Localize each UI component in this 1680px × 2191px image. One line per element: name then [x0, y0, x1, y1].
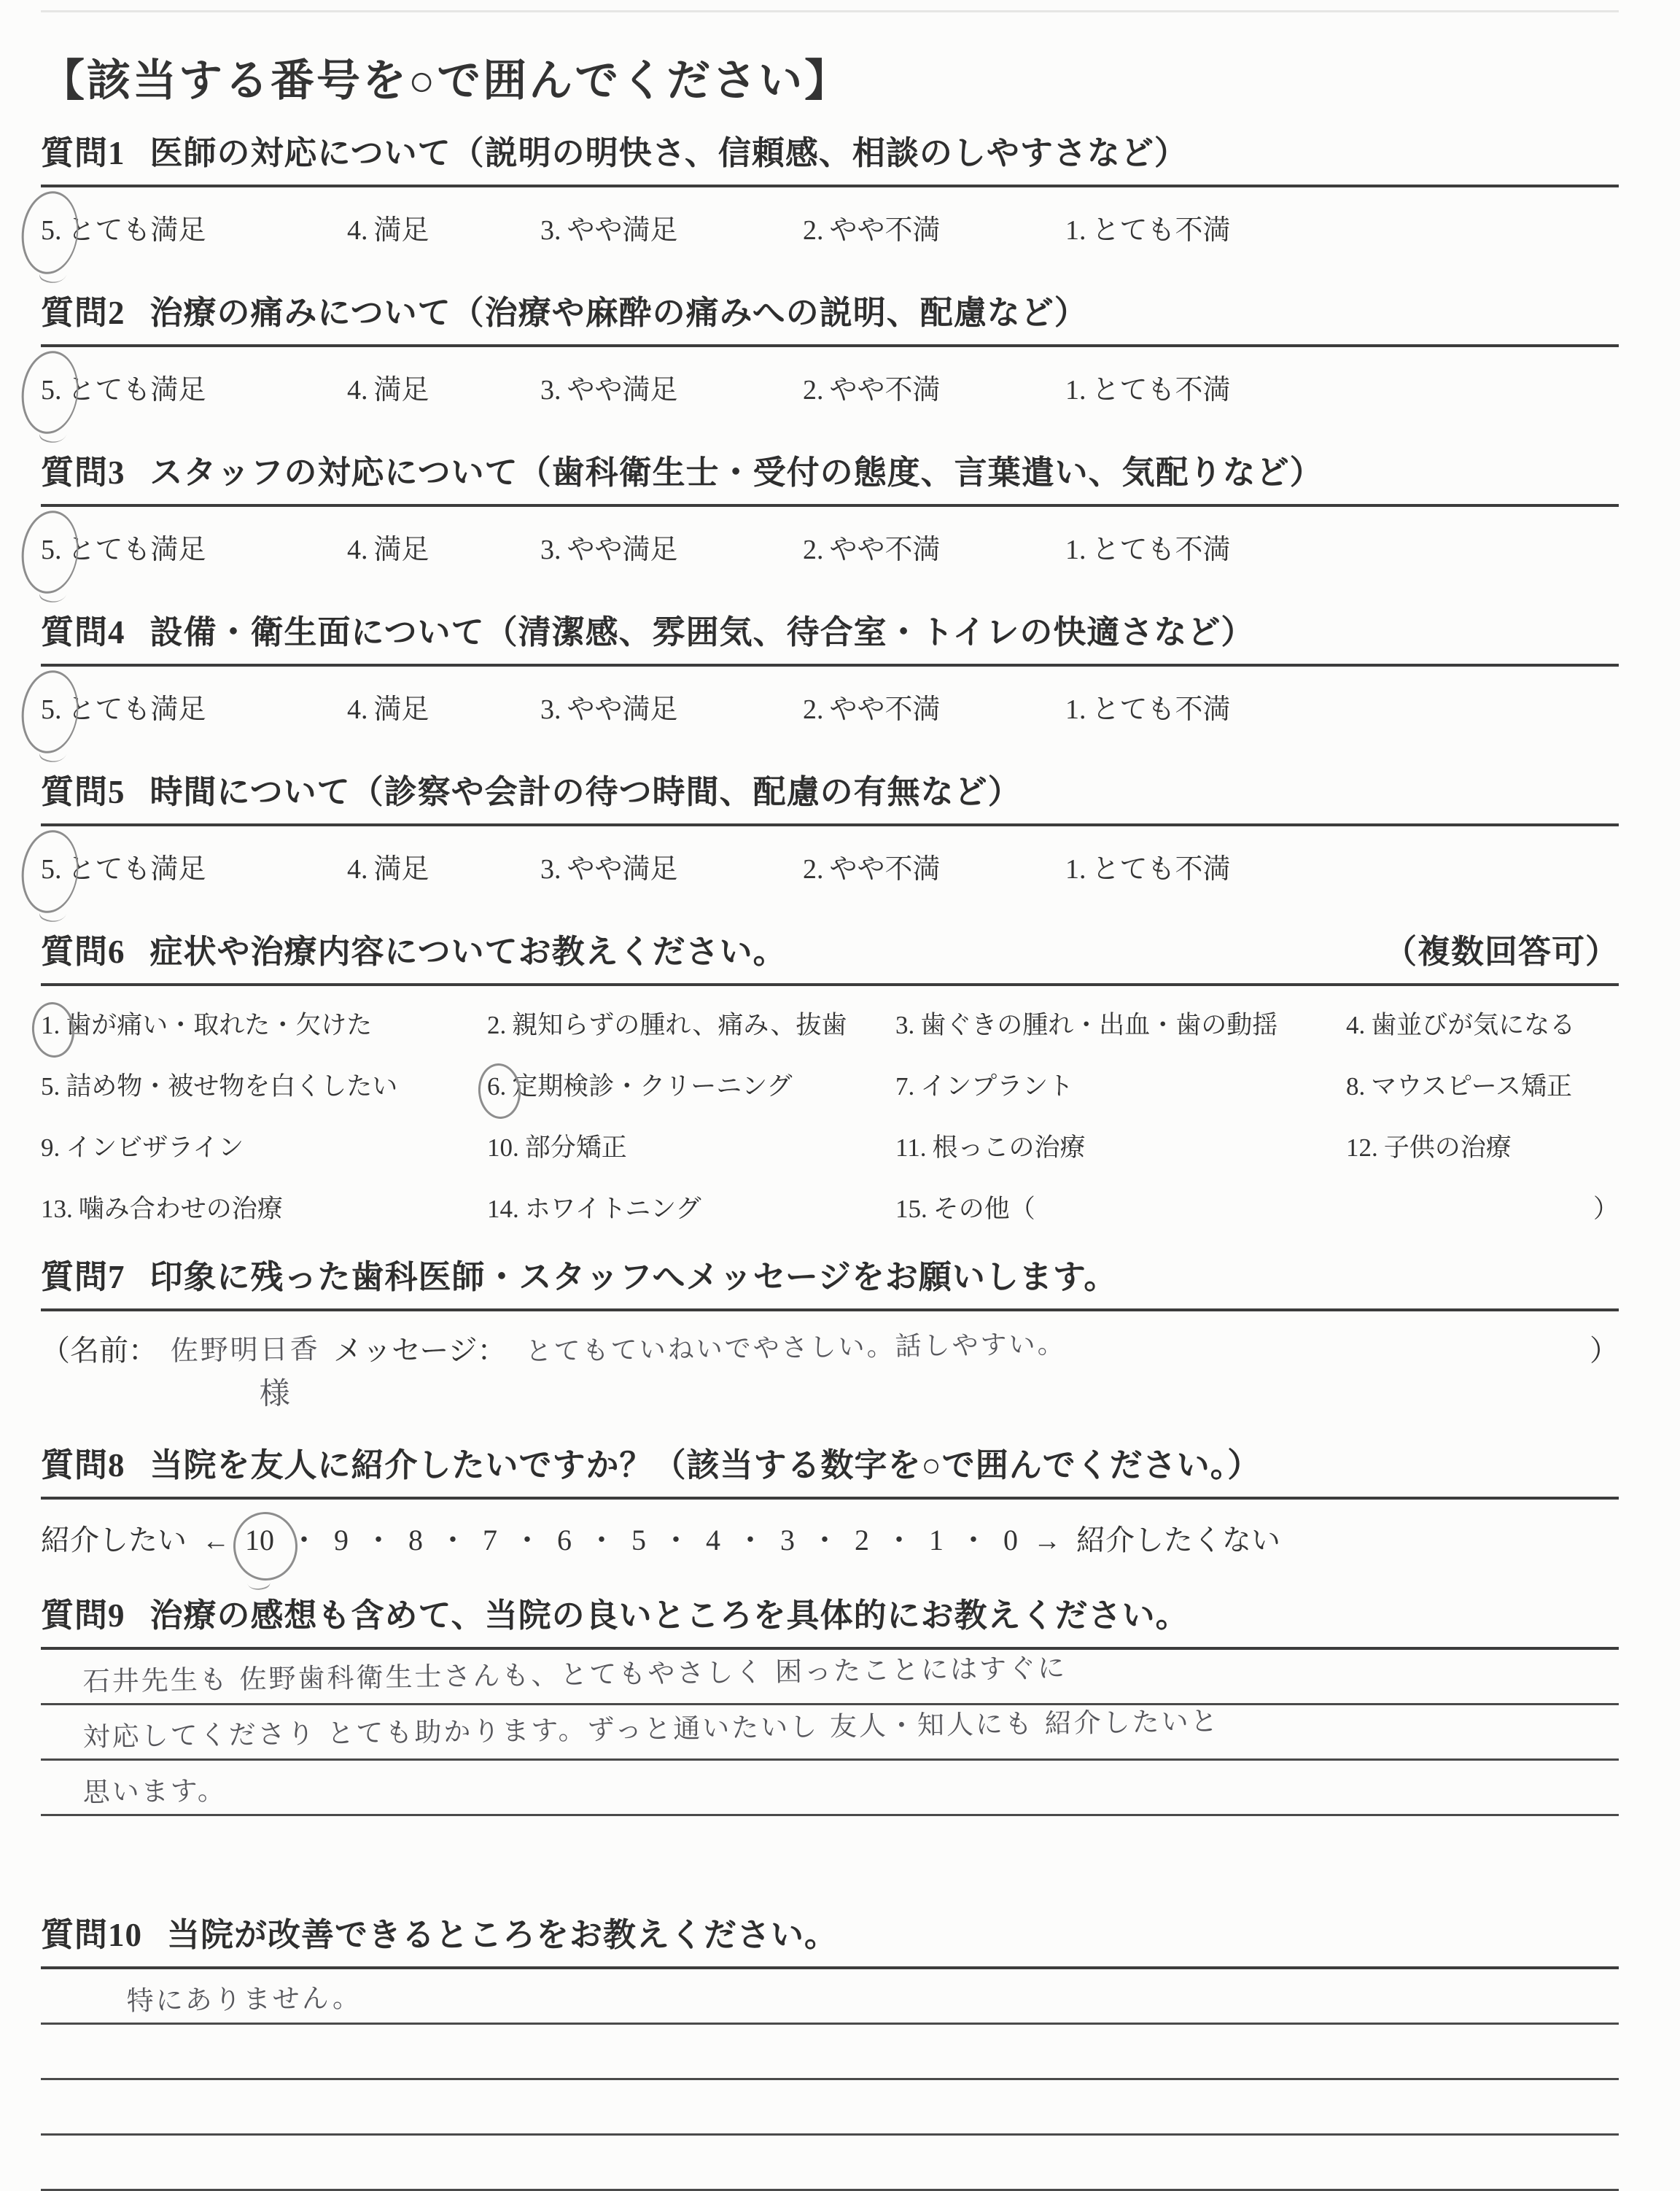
question-number: 質問8: [41, 1447, 125, 1484]
question-block-4: [41, 605, 1619, 724]
symptom-option-14: 14. ホワイトニング: [487, 1195, 701, 1223]
question-block-8: [41, 1438, 1619, 1559]
divider-line: [41, 1308, 1619, 1311]
message-answer-line: [41, 1327, 1619, 1412]
answer-line: [41, 2136, 1619, 2191]
scale-value-5: 5: [631, 1524, 646, 1556]
right-arrow-icon: →: [1033, 1526, 1061, 1556]
question-block-3: [41, 446, 1619, 565]
dot-separator: ・: [587, 1524, 616, 1556]
symptom-option-13: 13. 噛み合わせの治療: [41, 1195, 283, 1223]
question-topic: 症状や治療内容についてお教えください。: [149, 934, 787, 970]
question-block-5: [41, 765, 1619, 884]
dot-separator: ・: [736, 1524, 765, 1556]
message-field-label: メッセージ：: [333, 1334, 507, 1367]
rating-option-2: 2. やや不満: [803, 215, 941, 246]
question-number: 質問10: [41, 1917, 143, 1953]
question-block-10: [41, 1908, 1619, 2191]
symptom-option-15-other: 15. その他（ ）: [895, 1189, 1619, 1225]
dot-separator: ・: [959, 1524, 988, 1556]
question-heading: [41, 1438, 1619, 1486]
rating-options-row: [41, 846, 1619, 884]
rating-option-5: 5. とても満足: [41, 527, 347, 567]
dot-separator: ・: [438, 1524, 467, 1556]
handwritten-answer: 特にありません。: [126, 1982, 362, 2017]
rating-option-1: 1. とても不満: [1065, 215, 1231, 246]
handwritten-answer: 思います。: [82, 1775, 227, 1809]
question-topic: 印象に残った歯科医師・スタッフへメッセージをお願いします。: [149, 1259, 1118, 1295]
dot-separator: ・: [810, 1524, 839, 1556]
answer-line: [41, 2025, 1619, 2080]
answer-line: [41, 2080, 1619, 2136]
symptom-option-11: 11. 根っこの治療: [895, 1133, 1086, 1162]
handwritten-answer: 石井先生も 佐野歯科衛生士さんも、とてもやさしく 困ったことにはすぐに: [82, 1652, 1068, 1698]
question-block-9: [41, 1589, 1619, 1816]
scale-value-9: 9: [334, 1524, 349, 1556]
question-block-2: [41, 286, 1619, 405]
divider-line: [41, 664, 1619, 667]
dot-separator: ・: [513, 1524, 542, 1556]
question-heading: [41, 446, 1619, 493]
scale-value-0: 0: [1003, 1524, 1018, 1556]
rating-option-3: 3. やや満足: [540, 215, 678, 246]
question-number: 質問1: [41, 135, 125, 171]
rating-option-3: 3. やや満足: [540, 375, 678, 406]
left-arrow-icon: ←: [202, 1526, 230, 1556]
rating-option-1: 1. とても不満: [1065, 375, 1231, 406]
rating-option-4: 4. 満足: [347, 375, 429, 406]
rating-options-row: [41, 207, 1619, 245]
question-heading: [41, 925, 1619, 972]
question-heading: [41, 1250, 1619, 1298]
page-title: 【該当する番号を○で囲んでください】: [41, 57, 851, 105]
rating-option-4: 4. 満足: [347, 854, 429, 885]
scale-value-8: 8: [408, 1524, 423, 1556]
scale-value-4: 4: [706, 1524, 720, 1556]
rating-option-5: 5. とても満足: [41, 846, 347, 886]
handwritten-name: 佐野明日香: [170, 1333, 320, 1368]
question-number: 質問2: [41, 295, 125, 331]
dot-separator: ・: [364, 1524, 393, 1556]
question-topic: スタッフの対応について（歯科衛生士・受付の態度、言葉遣い、気配りなど）: [149, 454, 1323, 491]
dot-separator: ・: [289, 1524, 319, 1556]
scale-value-7: 7: [483, 1524, 497, 1556]
other-close-paren: ）: [1592, 1195, 1619, 1223]
divider-line: [41, 1497, 1619, 1500]
rating-option-3: 3. やや満足: [540, 694, 678, 725]
question-topic: 時間について（診察や会計の待つ時間、配慮の有無など）: [149, 774, 1022, 810]
scale-right-label: 紹介したくない: [1076, 1524, 1280, 1556]
answer-line: [41, 1650, 1619, 1705]
handwritten-message: とてもていねいでやさしい。話しやすい。: [525, 1329, 1066, 1368]
answer-line: [41, 1761, 1619, 1816]
name-field-label: （名前：: [41, 1334, 158, 1367]
answer-line: [41, 1705, 1619, 1761]
symptom-option-8: 8. マウスピース矯正: [1346, 1072, 1573, 1101]
question-topic: 医師の対応について（説明の明快さ、信頼感、相談のしやすさなど）: [149, 135, 1188, 171]
question-heading: [41, 126, 1619, 174]
dot-separator: ・: [884, 1524, 914, 1556]
scale-left-label: 紹介したい: [41, 1524, 187, 1556]
divider-line: [41, 185, 1619, 187]
divider-line: [41, 983, 1619, 986]
rating-option-5: 5. とても満足: [41, 686, 347, 726]
divider-line: [41, 504, 1619, 507]
question-topic: 当院が改善できるところをお教えください。: [167, 1917, 839, 1953]
question-number: 質問4: [41, 614, 125, 651]
scale-value-6: 6: [557, 1524, 572, 1556]
symptom-option-1: 1. 歯が痛い・取れた・欠けた: [41, 1005, 487, 1042]
rating-option-5: 5. とても満足: [41, 367, 347, 407]
handwritten-honorific: 様: [259, 1375, 292, 1412]
rating-option-2: 2. やや不満: [803, 535, 941, 565]
divider-line: [41, 344, 1619, 347]
rating-option-4: 4. 満足: [347, 694, 429, 725]
symptom-option-12: 12. 子供の治療: [1346, 1133, 1512, 1162]
symptom-option-6: 6. 定期検診・クリーニング: [487, 1066, 895, 1103]
question-heading: [41, 286, 1619, 333]
symptom-option-9: 9. インビザライン: [41, 1133, 244, 1162]
multi-answer-note: （複数回答可）: [1383, 934, 1619, 970]
rating-options-row: [41, 686, 1619, 724]
question-block-6: [41, 925, 1619, 1225]
question-topic: 当院を友人に紹介したいですか？（該当する数字を○で囲んでください。）: [149, 1447, 1261, 1484]
rating-options-row: [41, 367, 1619, 405]
handwritten-answer: 対応してくださり とても助かります。ずっと通いたいし 友人・知人にも 紹介したいと: [82, 1705, 1220, 1753]
question-topic: 治療の感想も含めて、当院の良いところを具体的にお教えください。: [149, 1597, 1189, 1634]
question-number: 質問6: [41, 934, 125, 970]
question-number: 質問5: [41, 774, 125, 810]
question-number: 質問7: [41, 1259, 125, 1295]
divider-line: [41, 823, 1619, 826]
scale-value-3: 3: [780, 1524, 795, 1556]
question-heading: [41, 1589, 1619, 1636]
dot-separator: ・: [661, 1524, 691, 1556]
question-topic: 設備・衛生面について（清潔感、雰囲気、待合室・トイレの快適さなど）: [149, 614, 1255, 651]
question-heading: [41, 605, 1619, 653]
rating-option-2: 2. やや不満: [803, 854, 941, 885]
rating-option-1: 1. とても不満: [1065, 694, 1231, 725]
question-heading: [41, 1908, 1619, 1955]
question-block-7: [41, 1250, 1619, 1412]
rating-options-row: [41, 527, 1619, 565]
question-number: 質問3: [41, 454, 125, 491]
question-topic: 治療の痛みについて（治療や麻酔の痛みへの説明、配慮など）: [149, 295, 1088, 331]
recommend-scale-row: [41, 1517, 1619, 1559]
scale-value-10: 10: [245, 1523, 274, 1557]
rating-option-1: 1. とても不満: [1065, 854, 1231, 885]
rating-option-4: 4. 満足: [347, 215, 429, 246]
rating-option-4: 4. 満足: [347, 535, 429, 565]
question-number: 質問9: [41, 1597, 125, 1634]
question-block-1: [41, 126, 1619, 245]
symptom-option-4: 4. 歯並びが気になる: [1346, 1011, 1576, 1039]
symptom-option-3: 3. 歯ぐきの腫れ・出血・歯の動揺: [895, 1011, 1278, 1039]
rating-option-2: 2. やや不満: [803, 694, 941, 725]
rating-option-2: 2. やや不満: [803, 375, 941, 406]
scale-value-1: 1: [929, 1524, 944, 1556]
symptom-option-7: 7. インプラント: [895, 1072, 1074, 1101]
symptom-option-2: 2. 親知らずの腫れ、痛み、抜歯: [487, 1011, 847, 1039]
question-heading: [41, 765, 1619, 813]
rating-option-3: 3. やや満足: [540, 854, 678, 885]
symptom-option-5: 5. 詰め物・被せ物を白くしたい: [41, 1072, 398, 1101]
symptom-option-10: 10. 部分矯正: [487, 1133, 627, 1162]
close-paren: ）: [1590, 1334, 1619, 1367]
rating-option-1: 1. とても不満: [1065, 535, 1231, 565]
rating-option-3: 3. やや満足: [540, 535, 678, 565]
symptom-options-grid: [41, 1005, 1619, 1225]
answer-line: [41, 1969, 1619, 2025]
scale-value-2: 2: [855, 1524, 869, 1556]
scan-top-edge: [41, 10, 1619, 12]
rating-option-5: 5. とても満足: [41, 207, 347, 247]
